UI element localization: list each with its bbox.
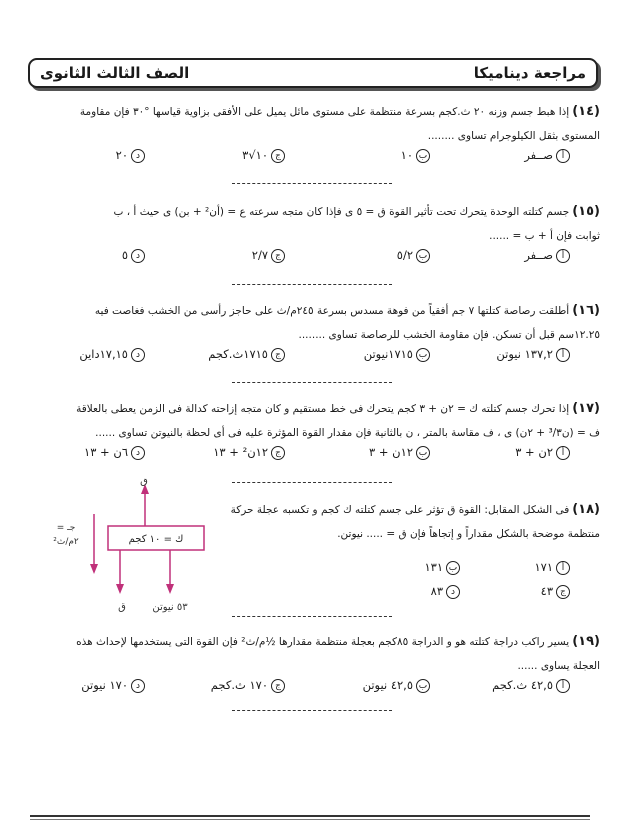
separator: [232, 284, 392, 285]
question-text: فى الشكل المقابل: القوة ق تؤثر على جسم كتلته ك كجم و تكسبه عجلة حركة: [230, 504, 570, 516]
option-letter: أ: [556, 679, 570, 693]
page-header: [28, 58, 598, 88]
options-row: [24, 347, 600, 371]
question-line: [24, 630, 600, 654]
question-14: [24, 100, 600, 172]
option-b[interactable]: [363, 678, 430, 693]
option-text: ١٢ن + ٣: [369, 445, 413, 459]
option-text: ١٣١: [424, 560, 443, 574]
option-d[interactable]: [116, 148, 145, 163]
option-text: ٢٠: [115, 148, 128, 162]
question-text: ف = (ن³/٣ + ٢ن) ى ، ف مقاسة بالمتر ، ن بالثانية فإن مقدار القوة المؤثرة عليه فى أى لحظة بالنيوتن تساوى ......: [95, 427, 600, 439]
option-letter: أ: [556, 249, 570, 263]
acceleration-value: ٢م/ث²: [53, 537, 79, 547]
option-letter: ب: [416, 149, 430, 163]
option-text: ١٣٧,٢ نيوتن: [496, 347, 553, 361]
question-line: [24, 421, 600, 445]
option-letter: ج: [271, 149, 285, 163]
option-text: ٨٣: [430, 584, 443, 598]
option-text: ١٧,١٥داين: [79, 347, 128, 361]
header-grade: الصف الثالث الثانوى: [40, 64, 190, 82]
option-a[interactable]: [524, 248, 570, 263]
option-b[interactable]: [397, 248, 430, 263]
separator: [232, 616, 392, 617]
options-row: [24, 678, 600, 702]
option-letter: أ: [556, 446, 570, 460]
option-text: ١٧١٥ث.كجم: [208, 347, 268, 361]
separator: [232, 183, 392, 184]
option-b[interactable]: [364, 347, 430, 362]
option-c[interactable]: [541, 584, 570, 599]
option-text: ٢ن + ٣: [515, 445, 553, 459]
option-letter: ج: [271, 348, 285, 362]
acceleration-arrowhead: [90, 564, 98, 574]
option-d[interactable]: [84, 445, 145, 460]
question-line: [24, 323, 600, 347]
option-text: ١٢ن² + ١٣: [213, 445, 268, 459]
force-down-arrowhead-2: [166, 584, 174, 594]
question-16: [24, 299, 600, 371]
option-c[interactable]: [242, 148, 285, 163]
option-c[interactable]: [213, 445, 285, 460]
question-text: إذا هبط جسم وزنه ٢٠ ث.كجم بسرعة منتظمة على مستوى مائل يميل على الأفقى بزاوية قياسها °٣٠ فإن مقاومة: [79, 106, 570, 118]
option-text: ٢/٧: [251, 248, 268, 262]
separator: [232, 710, 392, 711]
option-d[interactable]: [81, 678, 145, 693]
option-text: صــفر: [524, 248, 553, 262]
question-number: (١٩): [572, 634, 600, 649]
option-letter: أ: [556, 561, 570, 575]
option-text: ٥/٢: [396, 248, 413, 262]
question-line: [24, 124, 600, 148]
option-text: ١٧١٥نيوتن: [363, 347, 413, 361]
option-letter: د: [131, 249, 145, 263]
question-text: ثوابت فإن أ + ب = ......: [489, 230, 600, 242]
separator: [232, 482, 392, 483]
option-b[interactable]: [424, 560, 460, 575]
acceleration-label: جـ =: [56, 523, 76, 533]
option-letter: أ: [556, 149, 570, 163]
header-title: مراجعة ديناميكا: [473, 64, 586, 82]
question-number: (١٦): [572, 303, 600, 318]
option-a[interactable]: [534, 560, 570, 575]
question-number: (١٨): [572, 502, 600, 517]
option-letter: ج: [271, 446, 285, 460]
option-text: ٤٢,٥ ث.كجم: [492, 678, 553, 692]
options-row: [24, 248, 600, 272]
question-line: [24, 299, 600, 323]
question-line: [24, 200, 600, 224]
question-line: [24, 224, 600, 248]
option-c[interactable]: [252, 248, 285, 263]
question-15: [24, 200, 600, 272]
question-text: يسير راكب دراجة كتلته هو و الدراجة ٨٥كجم بعجلة منتظمة مقدارها ½م/ث² فإن القوة التى يستخدمها لإحداث هذه: [76, 636, 570, 648]
option-letter: أ: [556, 348, 570, 362]
question-text: منتظمة موضحة بالشكل مقداراً و إتجاهاً فإن ق = ..... نيوتن.: [337, 528, 600, 540]
question-text: جسم كتلته الوحدة يتحرك تحت تأثير القوة ق = ٥ ى فإذا كان متجه سرعته ع = (أن² + بن) ى حيث أ ، ب: [113, 206, 570, 218]
option-text: ٥: [121, 248, 128, 262]
option-text: ١٠√٣: [242, 148, 268, 162]
option-letter: ب: [416, 249, 430, 263]
option-letter: د: [131, 348, 145, 362]
option-text: ٤٣: [540, 584, 553, 598]
option-a[interactable]: [496, 347, 570, 362]
option-letter: د: [446, 585, 460, 599]
option-letter: ب: [416, 446, 430, 460]
option-text: ١٠: [400, 148, 413, 162]
option-d[interactable]: [431, 584, 460, 599]
question-text: المستوى بثقل الكيلوجرام تساوى ........: [427, 130, 600, 142]
option-letter: ج: [556, 585, 570, 599]
separator: [232, 382, 392, 383]
option-text: ١٧٠ نيوتن: [81, 678, 128, 692]
footer-rule-thin: [30, 819, 590, 820]
force-diagram: [40, 478, 210, 618]
option-letter: د: [131, 679, 145, 693]
option-text: ٤٢,٥ نيوتن: [362, 678, 413, 692]
option-letter: ب: [446, 561, 460, 575]
question-line: [24, 397, 600, 421]
option-text: صــفر: [524, 148, 553, 162]
option-d[interactable]: [122, 248, 145, 263]
force-down-label-2: ق: [118, 602, 126, 613]
options-row: [24, 445, 600, 469]
option-letter: ب: [416, 679, 430, 693]
question-text: العجلة يساوى ......: [517, 660, 600, 672]
option-letter: د: [131, 446, 145, 460]
question-number: (١٤): [572, 104, 600, 119]
question-number: (١٥): [572, 204, 600, 219]
option-a[interactable]: [524, 148, 570, 163]
option-b[interactable]: [401, 148, 430, 163]
option-c[interactable]: [211, 678, 285, 693]
option-c[interactable]: [208, 347, 285, 362]
option-letter: ج: [271, 249, 285, 263]
question-text: إذا تحرك جسم كتلته ك = ٢ن + ٣ كجم يتحرك فى خط مستقيم و كان متجه إزاحته كدالة فى الزمن يعطى بالعلاقة: [76, 403, 570, 415]
option-text: ١٧١: [534, 560, 553, 574]
option-b[interactable]: [369, 445, 430, 460]
force-down-arrowhead-1: [116, 584, 124, 594]
option-text: ٦ن + ١٣: [84, 445, 128, 459]
option-d[interactable]: [79, 347, 145, 362]
question-text: أطلقت رصاصة كتلتها ٧ جم أفقياً من فوهة مسدس بسرعة ٢٤٥م/ث على حاجز رأسى من الخشب فغاصت فيه: [94, 305, 570, 317]
question-line: [24, 654, 600, 678]
mass-label: ك = ١٠ كجم: [128, 534, 184, 545]
question-text: ١٢.٢٥سم قبل أن تسكن. فإن مقاومة الخشب للرصاصة تساوى ........: [298, 329, 600, 341]
footer-rule: [30, 815, 590, 817]
question-line: [24, 100, 600, 124]
options-row: [24, 148, 600, 172]
option-a[interactable]: [515, 445, 570, 460]
option-text: ١٧٠ ث.كجم: [210, 678, 268, 692]
force-up-label: ق: [140, 478, 148, 487]
option-letter: د: [131, 149, 145, 163]
question-number: (١٧): [572, 401, 600, 416]
question-19: [24, 630, 600, 702]
option-letter: ب: [416, 348, 430, 362]
option-letter: ج: [271, 679, 285, 693]
force-down-label-1: ٥٣ نيوتن: [152, 602, 188, 613]
question-17: [24, 397, 600, 469]
option-a[interactable]: [492, 678, 570, 693]
